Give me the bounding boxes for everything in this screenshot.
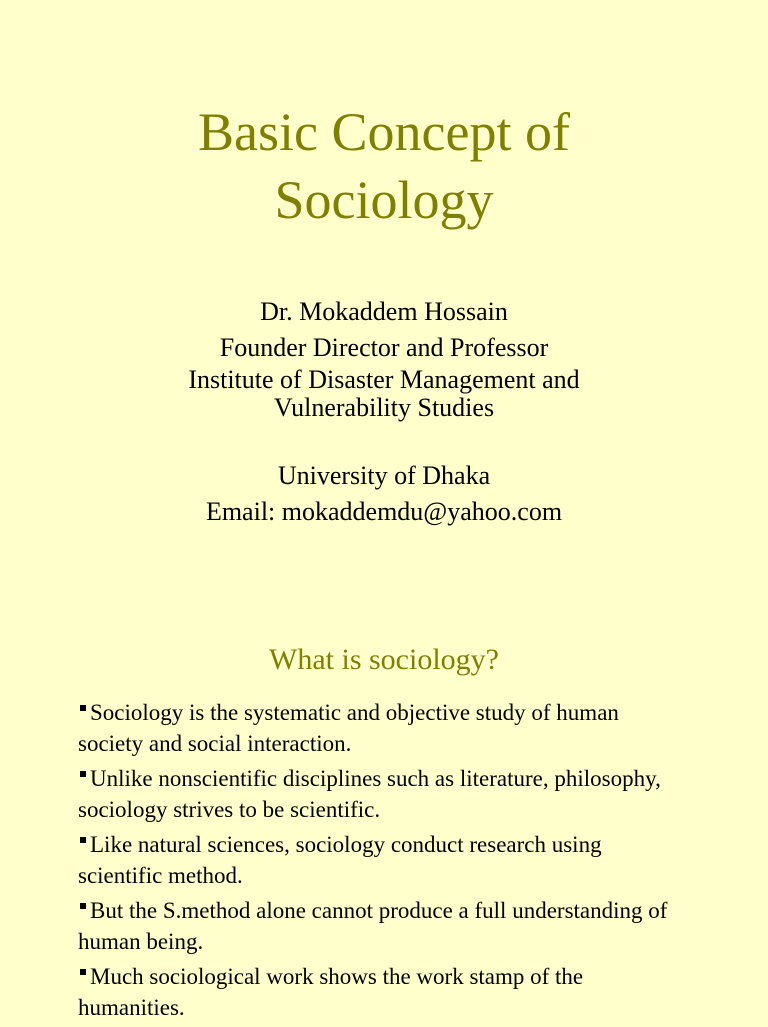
institute-line-1: Institute of Disaster Management and: [188, 365, 580, 394]
slide-title: [0, 98, 768, 234]
bullet-text: Unlike nonscientific disciplines such as literature, philosophy, sociology strives to be scientific.: [78, 766, 661, 822]
square-bullet-icon: [80, 705, 86, 711]
slide-title-line-1: Basic Concept of: [198, 102, 570, 162]
bullet-list: [78, 697, 678, 1027]
bullet-item: [78, 763, 678, 825]
bullet-item: [78, 895, 678, 957]
bullet-item: [78, 697, 678, 759]
square-bullet-icon: [80, 903, 86, 909]
square-bullet-icon: [80, 969, 86, 975]
author-name: Dr. Mokaddem Hossain: [260, 297, 508, 326]
author-position: Founder Director and Professor: [219, 333, 549, 362]
institute-line-2: Vulnerability Studies: [273, 393, 495, 422]
bullet-text: Sociology is the systematic and objective study of human society and social interaction.: [78, 700, 619, 756]
square-bullet-icon: [80, 771, 86, 777]
bullet-text: Like natural sciences, sociology conduct research using scientific method.: [78, 832, 602, 888]
university: University of Dhaka: [277, 461, 491, 490]
section-heading: What is sociology?: [269, 643, 499, 676]
bullet-text: Much sociological work shows the work stamp of the humanities.: [78, 964, 584, 1020]
author-info: [0, 294, 768, 530]
email: Email: mokaddemdu@yahoo.com: [205, 497, 563, 526]
bullet-text: But the S.method alone cannot produce a full understanding of human being.: [78, 898, 668, 954]
bullet-item: [78, 829, 678, 891]
square-bullet-icon: [80, 837, 86, 843]
spacer: [0, 422, 768, 458]
slide-title-line-2: Sociology: [274, 170, 494, 230]
bullet-item: [78, 961, 678, 1023]
